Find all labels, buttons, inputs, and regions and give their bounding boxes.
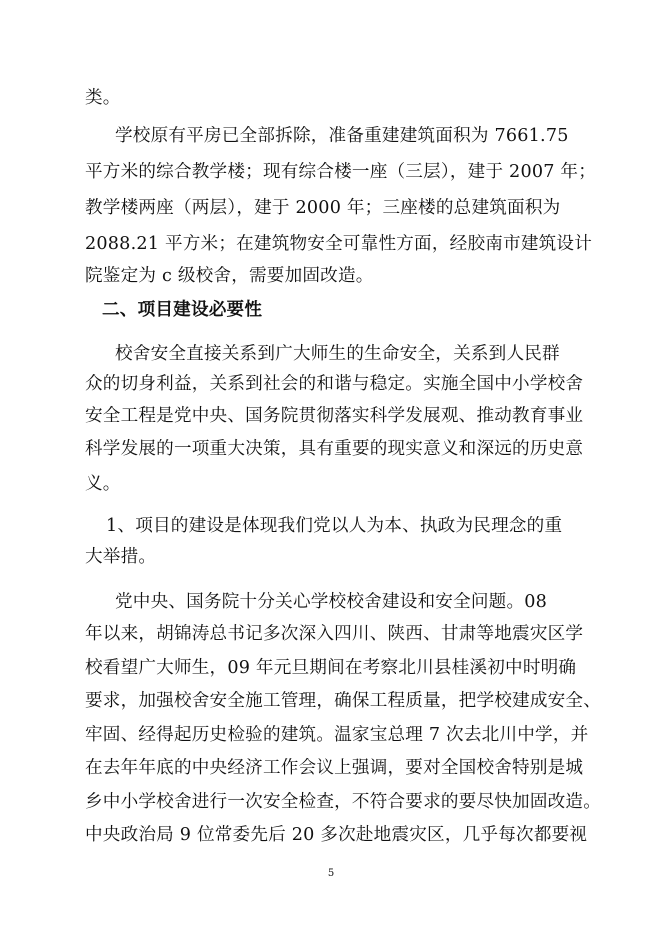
paragraph-school-building-line-2: 平方米的综合教学楼；现有综合楼一座（三层），建于 2007 年； [85, 162, 596, 182]
paragraph-central-line-3: 校看望广大师生，09 年元旦期间在考察北川县桂溪初中时明确 [85, 658, 577, 678]
paragraph-central-line-7: 乡中小学校舍进行一次安全检查，不符合要求的要尽快加固改造。 [85, 792, 602, 812]
section-heading: 二、项目建设必要性 [102, 299, 263, 320]
paragraph-central-line-2: 年以来，胡锦涛总书记多次深入四川、陕西、甘肃等地震灾区学 [85, 624, 584, 644]
paragraph-necessity-line-3: 安全工程是党中央、国务院贯彻落实科学发展观、推动教育事业 [85, 406, 584, 426]
paragraph-central-line-5: 牢固、经得起历史检验的建筑。温家宝总理 7 次去北川中学，并 [85, 725, 589, 745]
paragraph-central-line-8: 中央政治局 9 位常委先后 20 多次赴地震灾区，几乎每次都要视 [85, 825, 588, 845]
paragraph-necessity-line-4: 科学发展的一项重大决策，具有重要的现实意义和深远的历史意 [85, 439, 584, 459]
paragraph-central-line-4: 要求，加强校舍安全施工管理，确保工程质量，把学校建成安全、 [85, 691, 602, 711]
paragraph-necessity-line-1: 校舍安全直接关系到广大师生的生命安全，关系到人民群 [115, 344, 560, 364]
paragraph-central-line-1: 党中央、国务院十分关心学校校舍建设和安全问题。08 [115, 592, 548, 612]
paragraph-necessity-line-2: 众的切身利益，关系到社会的和谐与稳定。实施全国中小学校舍 [85, 374, 584, 394]
paragraph-school-building-line-4: 2088.21 平方米；在建筑物安全可靠性方面，经胶南市建筑设计 [85, 234, 592, 254]
page-number: 5 [327, 868, 335, 879]
paragraph-necessity-line-5: 义。 [85, 474, 121, 494]
paragraph-central-line-6: 在去年年底的中央经济工作会议上强调，要对全国校舍特别是城 [85, 758, 584, 778]
paragraph-school-building-line-1: 学校原有平房已全部拆除，准备重建建筑面积为 7661.75 [115, 126, 569, 146]
paragraph-school-building-line-5: 院鉴定为 c 级校舍，需要加固改造。 [85, 266, 374, 286]
paragraph-continuation-line: 类。 [85, 88, 121, 108]
paragraph-point-one-line-1: 1、项目的建设是体现我们党以人为本、执政为民理念的重 [106, 516, 563, 536]
paragraph-point-one-line-2: 大举措。 [85, 547, 157, 567]
paragraph-school-building-line-3: 教学楼两座（两层），建于 2000 年；三座楼的总建筑面积为 [85, 198, 561, 218]
